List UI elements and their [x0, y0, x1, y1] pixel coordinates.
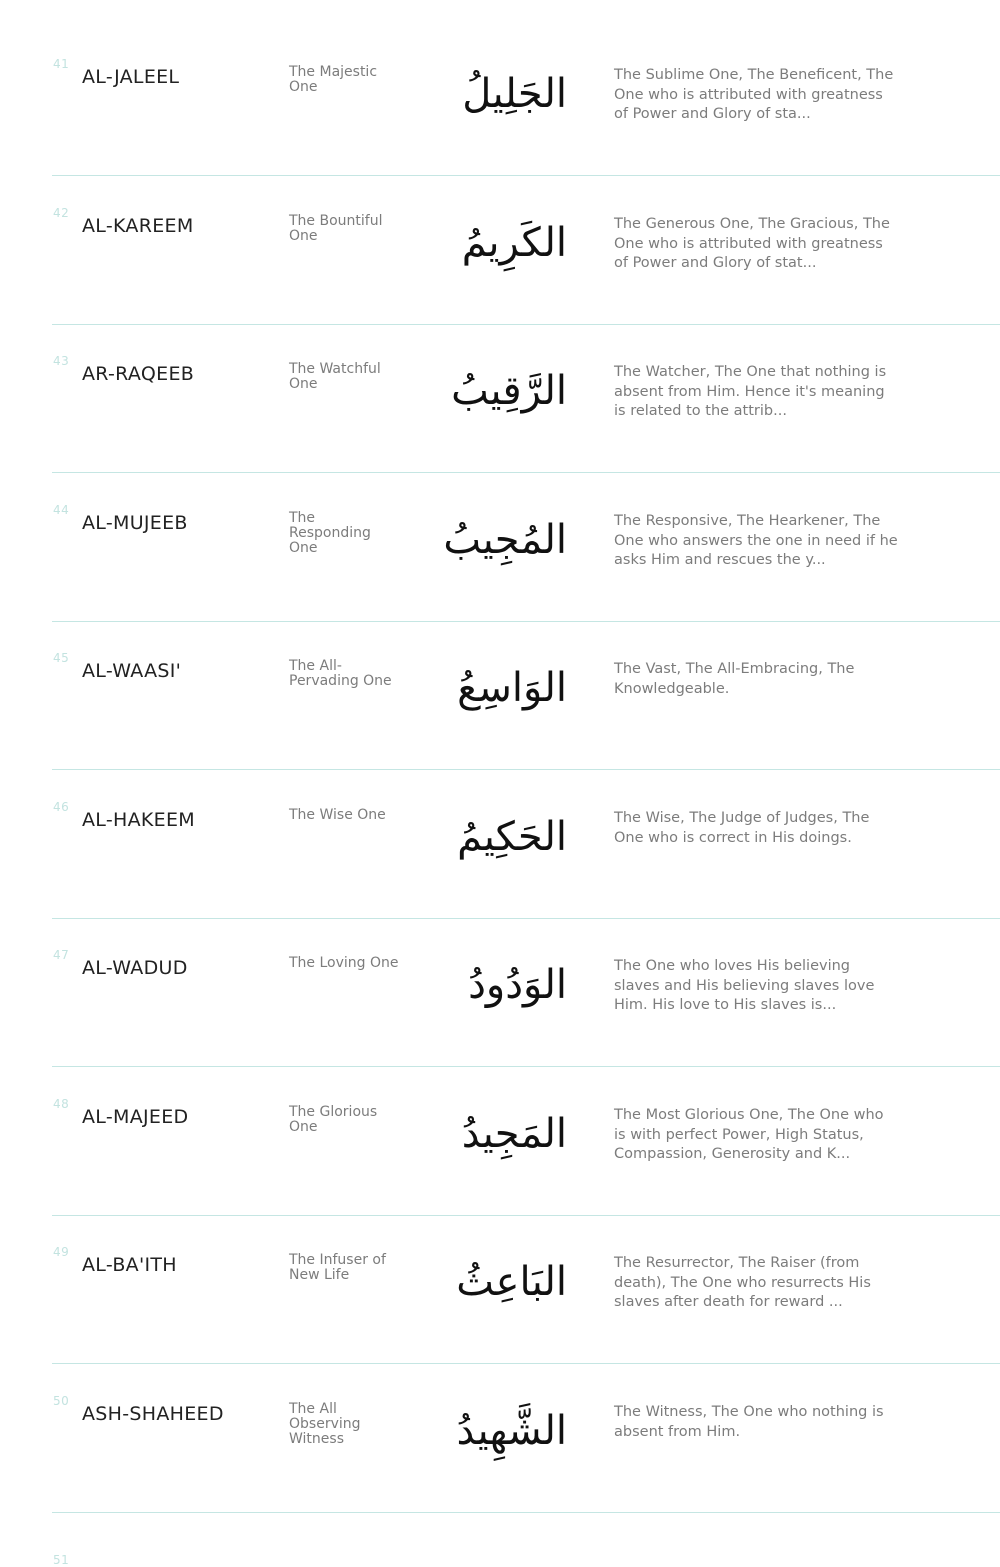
item-description: The Responsive, The Hearkener, The One who answers the one in need if he asks Him and rescues the y... [614, 513, 898, 568]
item-transliteration[interactable]: AL-MUJEEB [82, 512, 188, 534]
item-description: The Wise, The Judge of Judges, The One who is correct in His doings. [614, 810, 870, 846]
list-item[interactable] [52, 474, 1000, 622]
item-meaning: The All-Pervading One [289, 658, 392, 689]
item-transliteration[interactable]: AL-KAREEM [82, 215, 194, 237]
item-arabic-calligraphy: الحَكِيمُ [457, 814, 567, 860]
item-meaning: The Wise One [289, 807, 386, 823]
item-number: 46 [53, 800, 70, 814]
item-meaning: The Bountiful One [289, 213, 383, 244]
list-item[interactable] [52, 1365, 1000, 1513]
item-number: 49 [53, 1245, 70, 1259]
item-number: 44 [53, 503, 70, 517]
item-description: The Generous One, The Gracious, The One who is attributed with greatness of Power and Glory of stat... [614, 216, 890, 271]
item-number: 51 [53, 1553, 70, 1567]
list-item[interactable] [52, 1216, 1000, 1364]
item-number: 50 [53, 1394, 70, 1408]
list-item[interactable] [52, 1068, 1000, 1216]
item-meaning: The All Observing Witness [289, 1401, 361, 1447]
item-transliteration[interactable]: AL-MAJEED [82, 1106, 189, 1128]
item-arabic-calligraphy: المَجِيدُ [461, 1111, 567, 1157]
item-arabic-calligraphy: الرَّقِيبُ [451, 368, 567, 414]
list-item[interactable] [52, 325, 1000, 473]
item-number: 41 [53, 57, 70, 71]
item-transliteration[interactable]: AL-WAASI' [82, 660, 182, 682]
item-number: 42 [53, 206, 70, 220]
list-item[interactable] [52, 28, 1000, 176]
item-description: The Sublime One, The Beneficent, The One who is attributed with greatness of Power and Glory of sta... [614, 67, 894, 122]
list-item[interactable] [52, 622, 1000, 770]
item-arabic-calligraphy: الشَّهِيدُ [456, 1408, 567, 1454]
item-description: The Resurrector, The Raiser (from death), The One who resurrects His slaves after death for reward ... [614, 1255, 871, 1310]
item-transliteration[interactable]: AL-JALEEL [82, 66, 180, 88]
item-number: 43 [53, 354, 70, 368]
item-meaning: The Responding One [289, 510, 371, 556]
item-meaning: The Infuser of New Life [289, 1252, 386, 1283]
item-number: 45 [53, 651, 70, 665]
item-meaning: The Loving One [289, 955, 399, 971]
item-description: The Most Glorious One, The One who is with perfect Power, High Status, Compassion, Generosity and K... [614, 1107, 884, 1162]
item-arabic-calligraphy: الوَدُودُ [468, 962, 567, 1008]
item-arabic-calligraphy: الكَرِيمُ [461, 220, 567, 266]
item-meaning: The Majestic One [289, 64, 378, 95]
item-transliteration[interactable]: AL-HAKEEM [82, 809, 195, 831]
list-item[interactable] [52, 1513, 1000, 1567]
item-description: The One who loves His believing slaves and His believing slaves love Him. His love to His slaves is... [614, 958, 875, 1013]
list-item[interactable] [52, 177, 1000, 325]
list-item[interactable] [52, 771, 1000, 919]
item-number: 48 [53, 1097, 70, 1111]
item-transliteration[interactable]: ASH-SHAHEED [82, 1403, 224, 1425]
item-description: The Witness, The One who nothing is absent from Him. [614, 1404, 884, 1440]
item-transliteration[interactable]: AR-RAQEEB [82, 363, 195, 385]
item-arabic-calligraphy: الوَاسِعُ [457, 665, 567, 711]
item-arabic-calligraphy: الجَلِيلُ [462, 71, 567, 117]
item-arabic-calligraphy: المُجِيبُ [443, 517, 567, 563]
item-number: 47 [53, 948, 70, 962]
item-arabic-calligraphy: البَاعِثُ [456, 1259, 567, 1305]
item-description: The Vast, The All-Embracing, The Knowledgeable. [614, 661, 855, 697]
item-transliteration[interactable]: AL-WADUD [82, 957, 188, 979]
item-transliteration[interactable]: AL-BA'ITH [82, 1254, 177, 1276]
item-meaning: The Glorious One [289, 1104, 378, 1135]
list-item[interactable] [52, 919, 1000, 1067]
item-description: The Watcher, The One that nothing is absent from Him. Hence it's meaning is related to the attrib... [614, 364, 887, 419]
item-meaning: The Watchful One [289, 361, 381, 392]
